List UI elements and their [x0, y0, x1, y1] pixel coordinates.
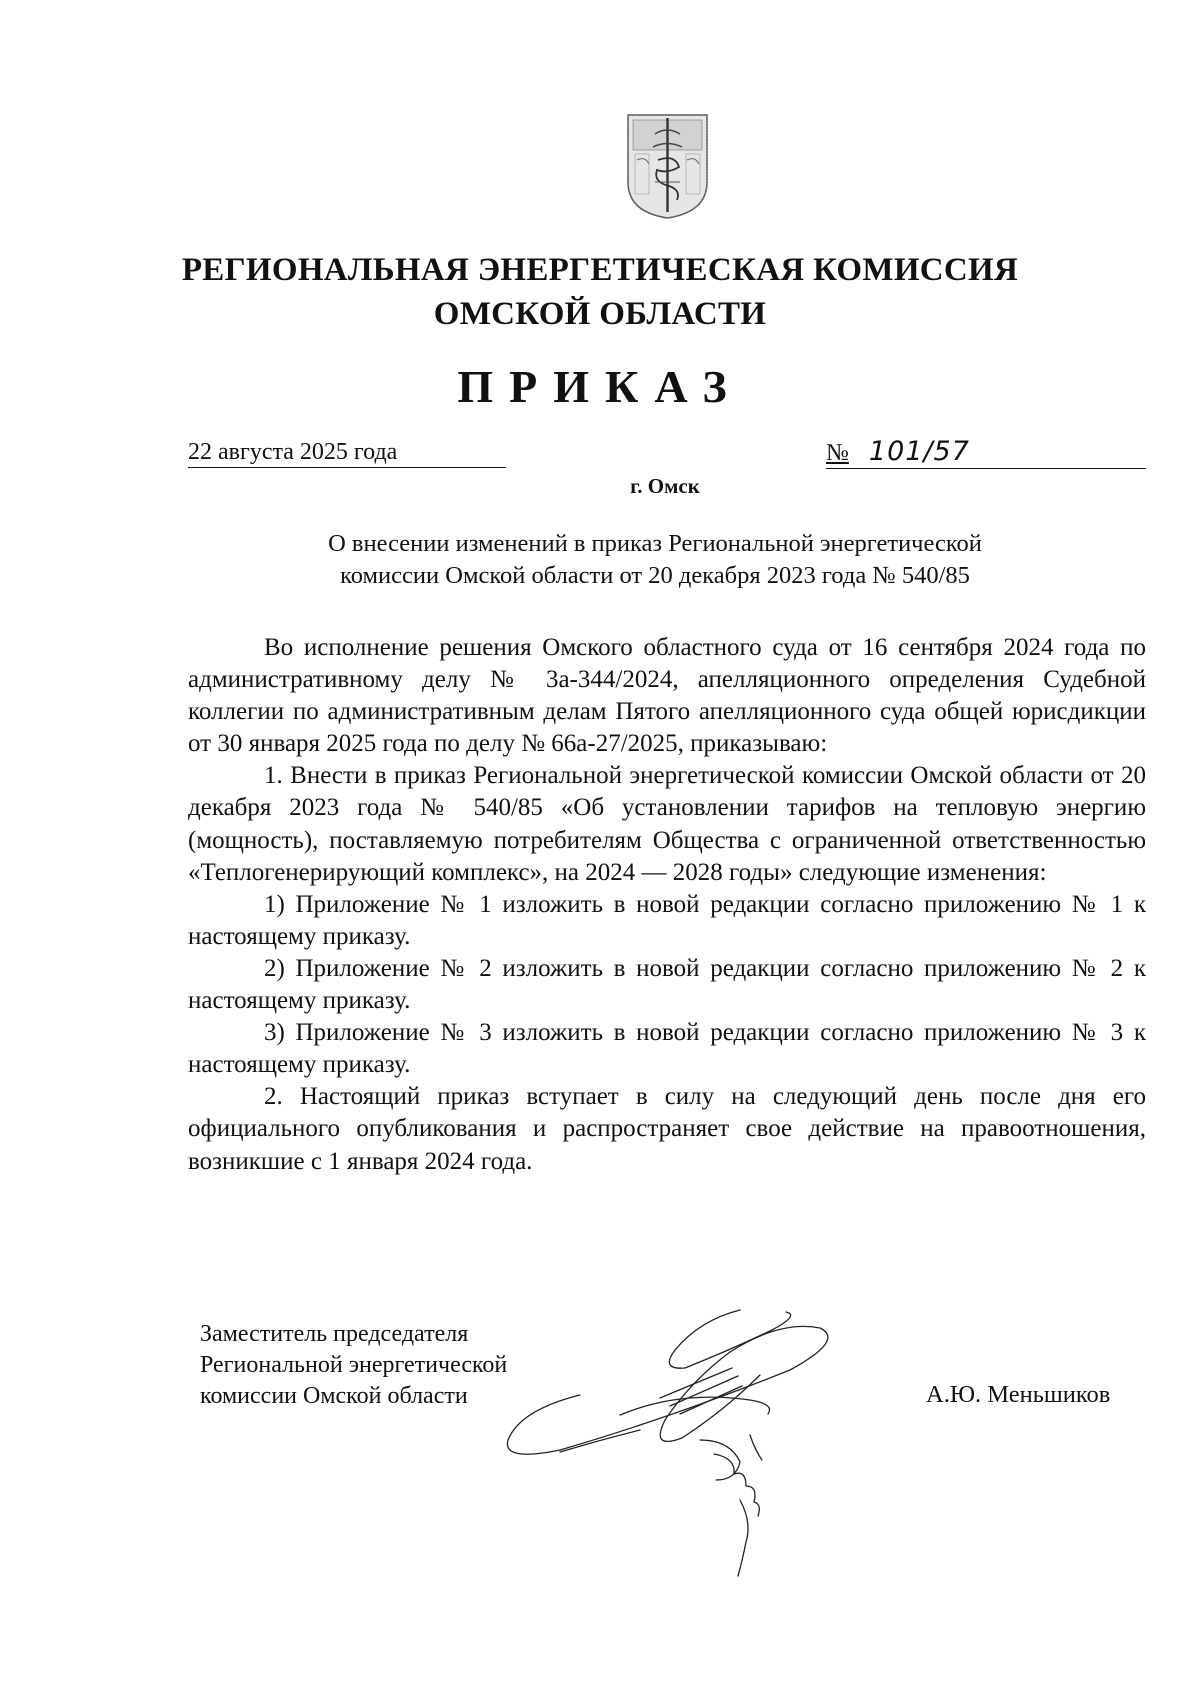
number-sign: №: [826, 440, 849, 466]
document-number-value: 101/57: [868, 436, 970, 467]
document-city: г. Омск: [630, 474, 700, 498]
document-type-heading: ПРИКАЗ: [457, 361, 743, 412]
signatory-position-line2: Региональной энергетической: [200, 1352, 508, 1378]
document-subject: [240, 528, 1070, 592]
body-item-1-1: 1) Приложение № 1 изложить в новой редакции согласно приложению № 1 к настоящему приказу.: [188, 890, 1146, 950]
body-item-1: 1. Внести в приказ Региональной энергетической комиссии Омской области от 20 декабря 2023 года № 540/85 «Об установлении тарифов на тепловую энергию (мощность), поставляемую потребителям Общества с ограниченной ответственностью «Теплогенерирующий комплекс», на 2024 — 2028 годы» следующие изменения:: [188, 762, 1146, 886]
document-date: [188, 437, 506, 468]
body-item-1-3: 3) Приложение № 3 изложить в новой редакции согласно приложению № 3 к настоящему приказу.: [188, 1019, 1146, 1079]
document-body: [188, 632, 1146, 1178]
omsk-oblast-coat-of-arms-icon: [625, 112, 710, 220]
subject-line2: комиссии Омской области от 20 декабря 2023 года № 540/85: [340, 562, 970, 589]
document-date-text: 22 августа 2025 года: [188, 439, 398, 465]
signatory-name: А.Ю. Меньшиков: [926, 1381, 1111, 1408]
signatory-position-line3: комиссии Омской области: [200, 1383, 468, 1409]
body-item-1-2: 2) Приложение № 2 изложить в новой редакции согласно приложению № 2 к настоящему приказу.: [188, 954, 1146, 1015]
signatory-position-line1: Заместитель председателя: [200, 1321, 469, 1347]
organization-title-line1: РЕГИОНАЛЬНАЯ ЭНЕРГЕТИЧЕСКАЯ КОМИССИЯ: [181, 252, 1019, 288]
subject-line1: О внесении изменений в приказ Региональной энергетической: [328, 530, 982, 557]
handwritten-signature-icon: [500, 1290, 880, 1580]
organization-title-line2: ОМСКОЙ ОБЛАСТИ: [433, 296, 767, 332]
document-number: [826, 437, 1146, 469]
body-item-2: 2. Настоящий приказ вступает в силу на следующий день после дня его официального опубликования и распространяет свое действие на правоотношения, возникшие с 1 января 2024 года.: [188, 1083, 1146, 1175]
signatory-position: [200, 1319, 507, 1412]
body-preamble: Во исполнение решения Омского областного суда от 16 сентября 2024 года по административному делу № 3а-344/2024, апелляционного определения Судебной коллегии по административным делам Пятого апелляционного суда общей юрисдикции от 30 января 2025 года по делу № 66а-27/2025, приказываю:: [188, 634, 1146, 758]
